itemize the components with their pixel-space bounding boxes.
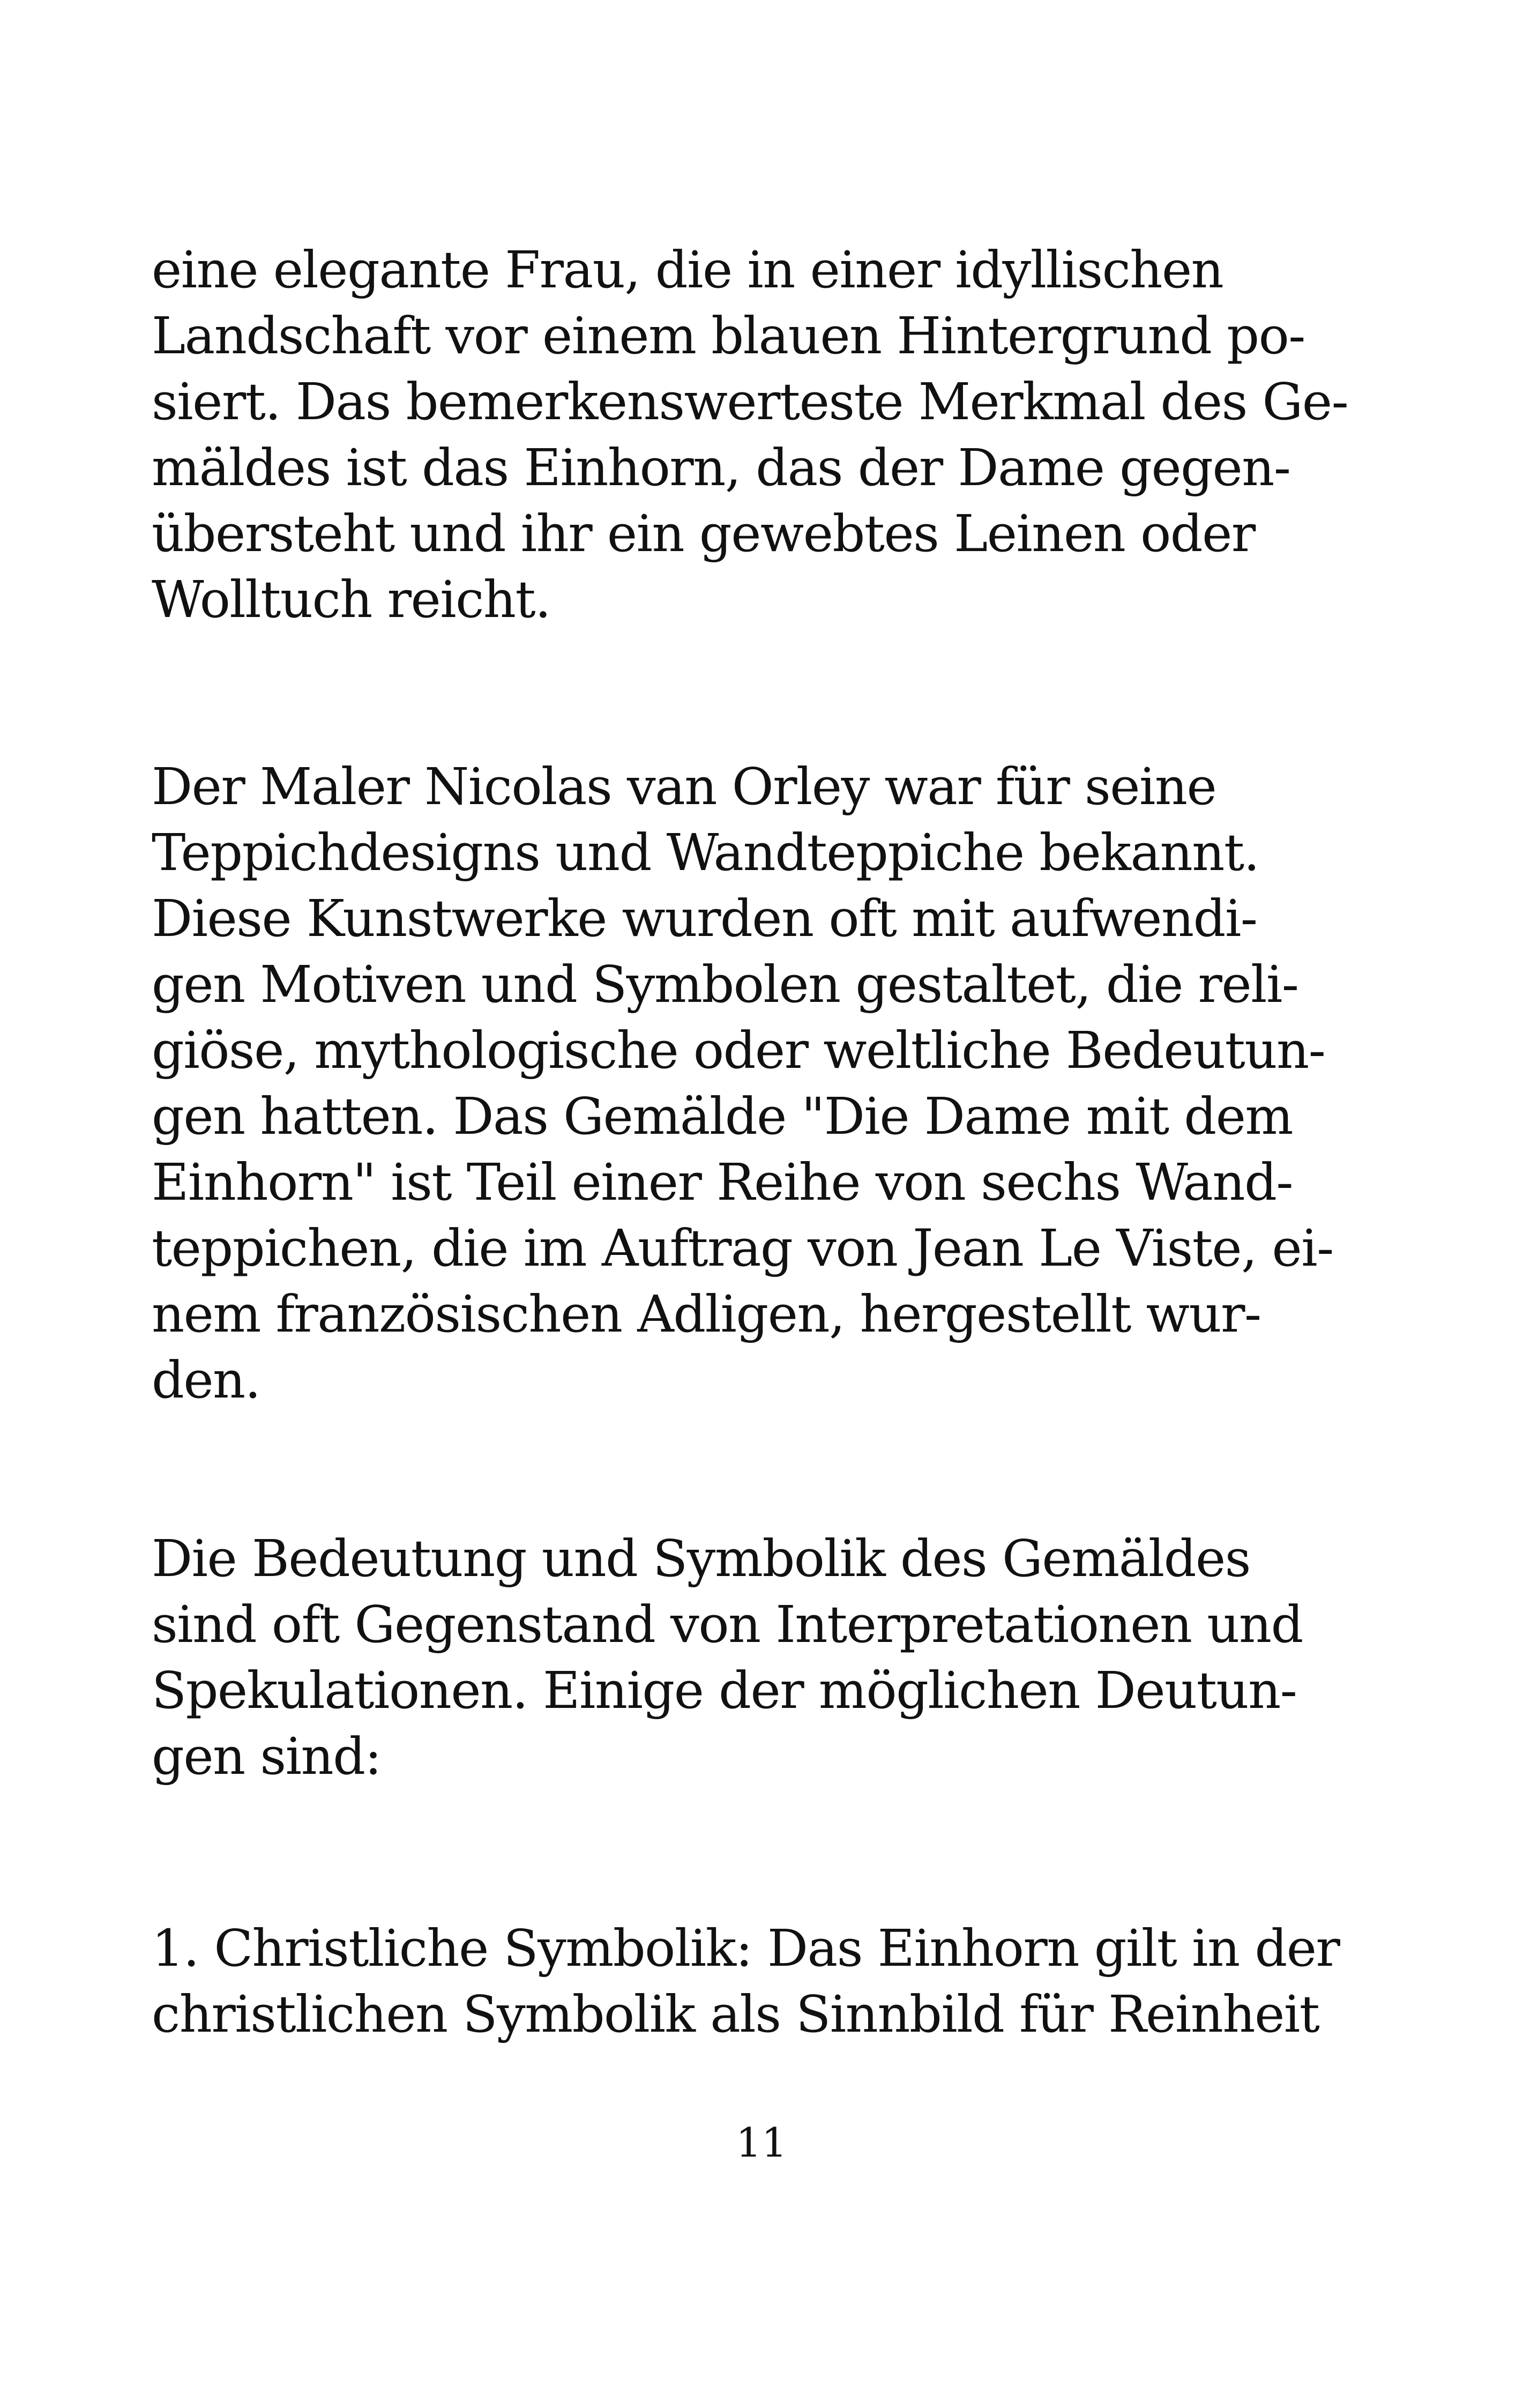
- text-line: sind oft Gegenstand von Interpretationen und: [152, 1595, 1303, 1654]
- text-line: den.: [152, 1351, 260, 1410]
- text-line: Der Maler Nicolas van Orley war für seine: [152, 757, 1216, 816]
- text-line: mäldes ist das Einhorn, das der Dame gegen-: [152, 439, 1290, 497]
- text-line: Einhorn" ist Teil einer Reihe von sechs Wand-: [152, 1153, 1293, 1212]
- paragraph-symbolism: [152, 1526, 1303, 1790]
- text-line: eine elegante Frau, die in einer idyllischen: [152, 241, 1223, 300]
- text-line: Spekulationen. Einige der möglichen Deutun-: [152, 1661, 1297, 1720]
- text-line: giöse, mythologische oder weltliche Bedeutun-: [152, 1021, 1325, 1080]
- text-line: Landschaft vor einem blauen Hintergrund po-: [152, 307, 1305, 366]
- paragraph-christian-symbolism: [152, 1916, 1339, 2048]
- text-line: Die Bedeutung und Symbolik des Gemäldes: [152, 1529, 1251, 1588]
- text-line: nem französischen Adligen, hergestellt wur-: [152, 1285, 1261, 1344]
- text-line: 1. Christliche Symbolik: Das Einhorn gilt in der: [152, 1919, 1340, 1978]
- text-line: übersteht und ihr ein gewebtes Leinen oder: [152, 504, 1255, 563]
- text-line: gen hatten. Das Gemälde "Die Dame mit dem: [152, 1087, 1293, 1146]
- text-line: Wolltuch reicht.: [152, 570, 550, 629]
- paragraph-lady-description: [152, 237, 1348, 633]
- text-line: Teppichdesigns und Wandteppiche bekannt.: [152, 823, 1259, 882]
- text-line: gen Motiven und Symbolen gestaltet, die reli-: [152, 955, 1298, 1014]
- paragraph-painter: [152, 754, 1333, 1414]
- page-number: 11: [736, 2119, 787, 2166]
- text-line: Diese Kunstwerke wurden oft mit aufwendi-: [152, 889, 1257, 948]
- text-line: christlichen Symbolik als Sinnbild für Reinheit: [152, 1985, 1319, 2044]
- text-line: teppichen, die im Auftrag von Jean Le Viste, ei-: [152, 1219, 1333, 1278]
- text-line: gen sind:: [152, 1727, 382, 1786]
- text-line: siert. Das bemerkenswerteste Merkmal des Ge-: [152, 373, 1348, 432]
